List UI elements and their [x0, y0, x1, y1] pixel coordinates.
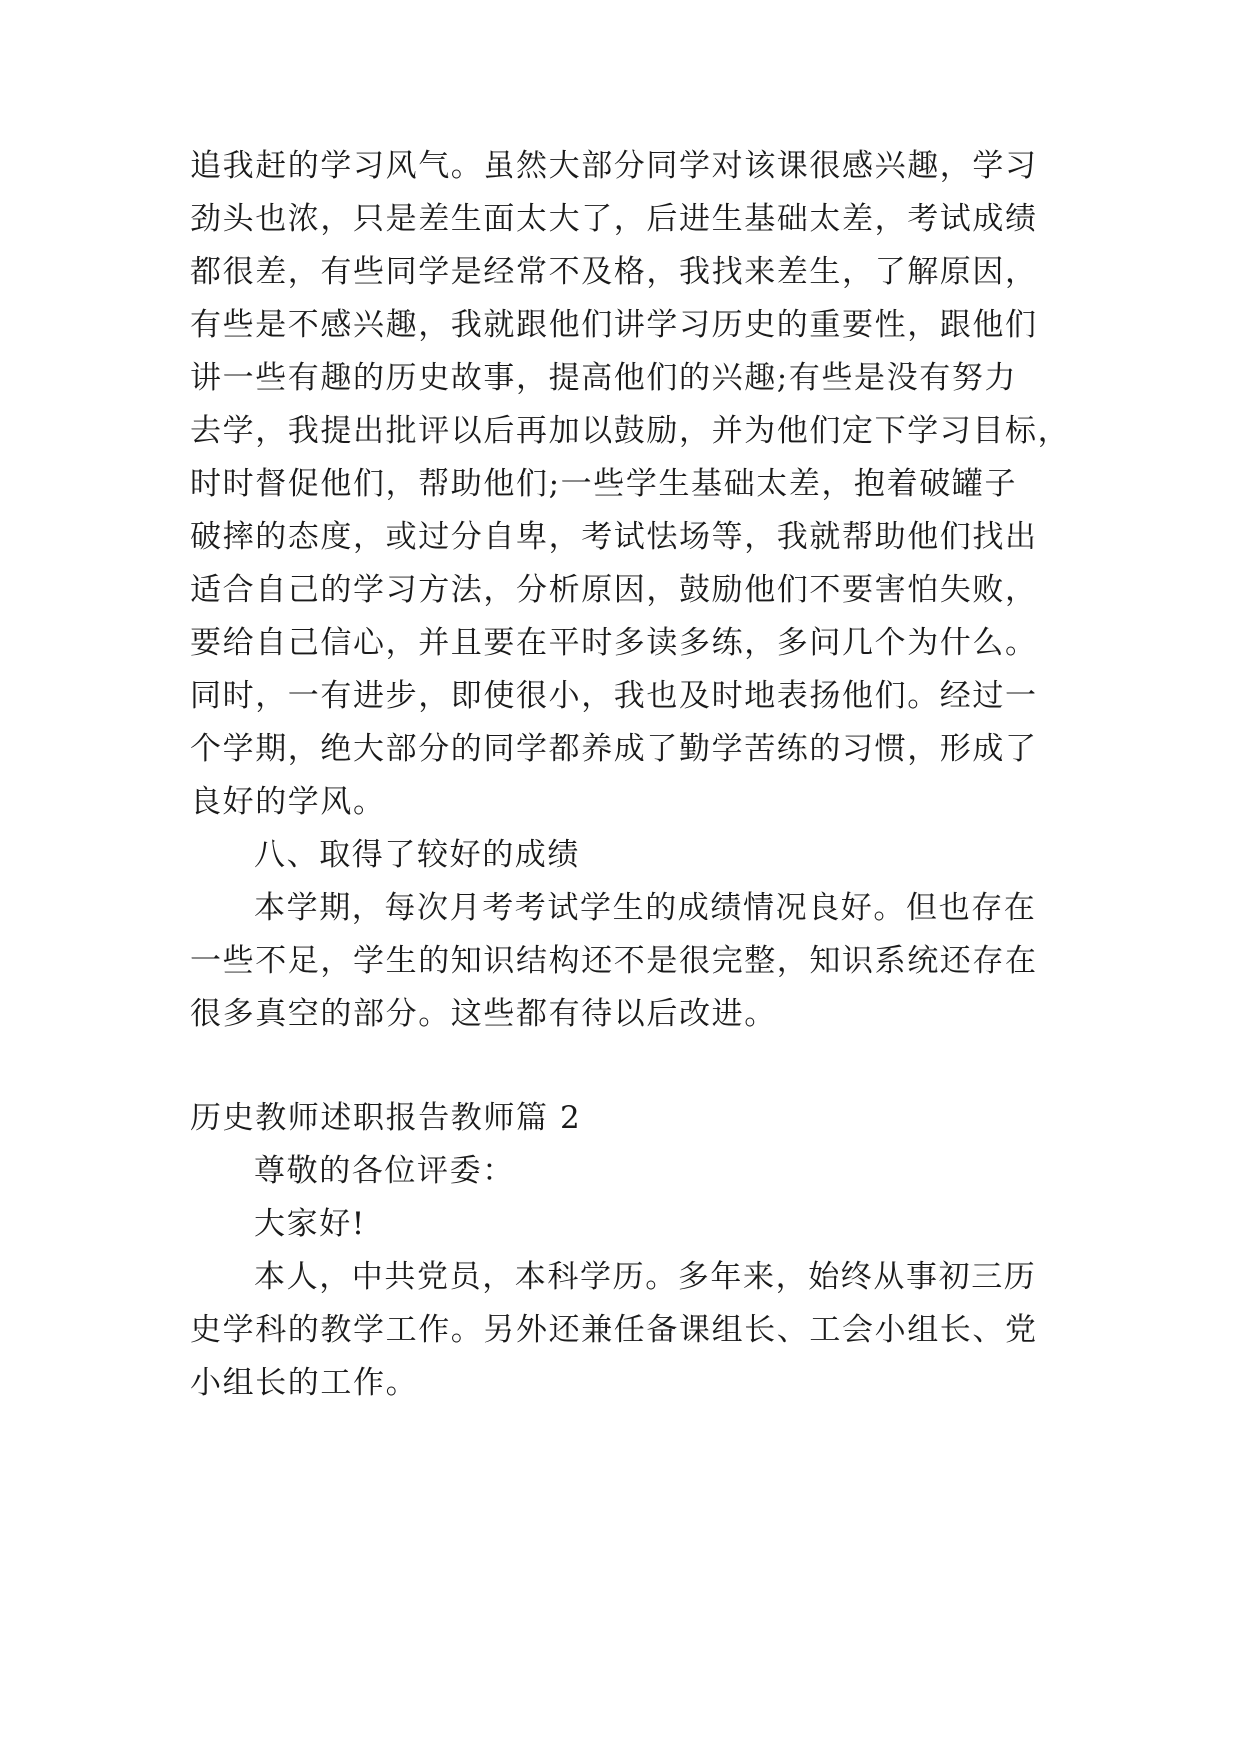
- paragraph-line: 良好的学风。: [190, 784, 386, 820]
- paragraph-line: 个学期，绝大部分的同学都养成了勤学苦练的习惯，形成了: [190, 731, 1038, 767]
- paragraph-line: 适合自己的学习方法，分析原因，鼓励他们不要害怕失败，: [190, 572, 1038, 608]
- paragraph-line: 小组长的工作。: [190, 1365, 419, 1401]
- paragraph-line: 有些是不感兴趣，我就跟他们讲学习历史的重要性，跟他们: [190, 307, 1038, 343]
- paragraph-line: 史学科的教学工作。另外还兼任备课组长、工会小组长、党: [190, 1312, 1038, 1348]
- paragraph-line: 破摔的态度，或过分自卑，考试怯场等，我就帮助他们找出: [190, 519, 1038, 555]
- paragraph-line: 同时，一有进步，即使很小，我也及时地表扬他们。经过一: [190, 678, 1038, 714]
- paragraph-line: 追我赶的学习风气。虽然大部分同学对该课很感兴趣，学习: [190, 148, 1038, 184]
- paragraph-line: 一些不足，学生的知识结构还不是很完整，知识系统还存在: [190, 943, 1038, 979]
- paragraph-line: 讲一些有趣的历史故事，提高他们的兴趣;有些是没有努力: [190, 360, 1018, 396]
- paragraph-line: 都很差，有些同学是经常不及格，我找来差生，了解原因，: [190, 254, 1038, 290]
- article-title: 历史教师述职报告教师篇 2: [190, 1100, 582, 1136]
- paragraph-line: 本学期，每次月考考试学生的成绩情况良好。但也存在: [254, 890, 1037, 926]
- paragraph-line: 去学，我提出批评以后再加以鼓励，并为他们定下学习目标，: [190, 413, 1071, 449]
- greeting: 大家好!: [254, 1206, 366, 1242]
- paragraph-line: 本人，中共党员，本科学历。多年来，始终从事初三历: [254, 1259, 1037, 1295]
- salutation: 尊敬的各位评委：: [254, 1153, 515, 1189]
- paragraph-line: 劲头也浓，只是差生面太大了，后进生基础太差，考试成绩: [190, 201, 1038, 237]
- paragraph-line: 要给自己信心，并且要在平时多读多练，多问几个为什么。: [190, 625, 1038, 661]
- paragraph-line: 时时督促他们，帮助他们;一些学生基础太差，抱着破罐子: [190, 466, 1018, 502]
- section-heading: 八、取得了较好的成绩: [254, 837, 580, 873]
- paragraph-line: 很多真空的部分。这些都有待以后改进。: [190, 996, 777, 1032]
